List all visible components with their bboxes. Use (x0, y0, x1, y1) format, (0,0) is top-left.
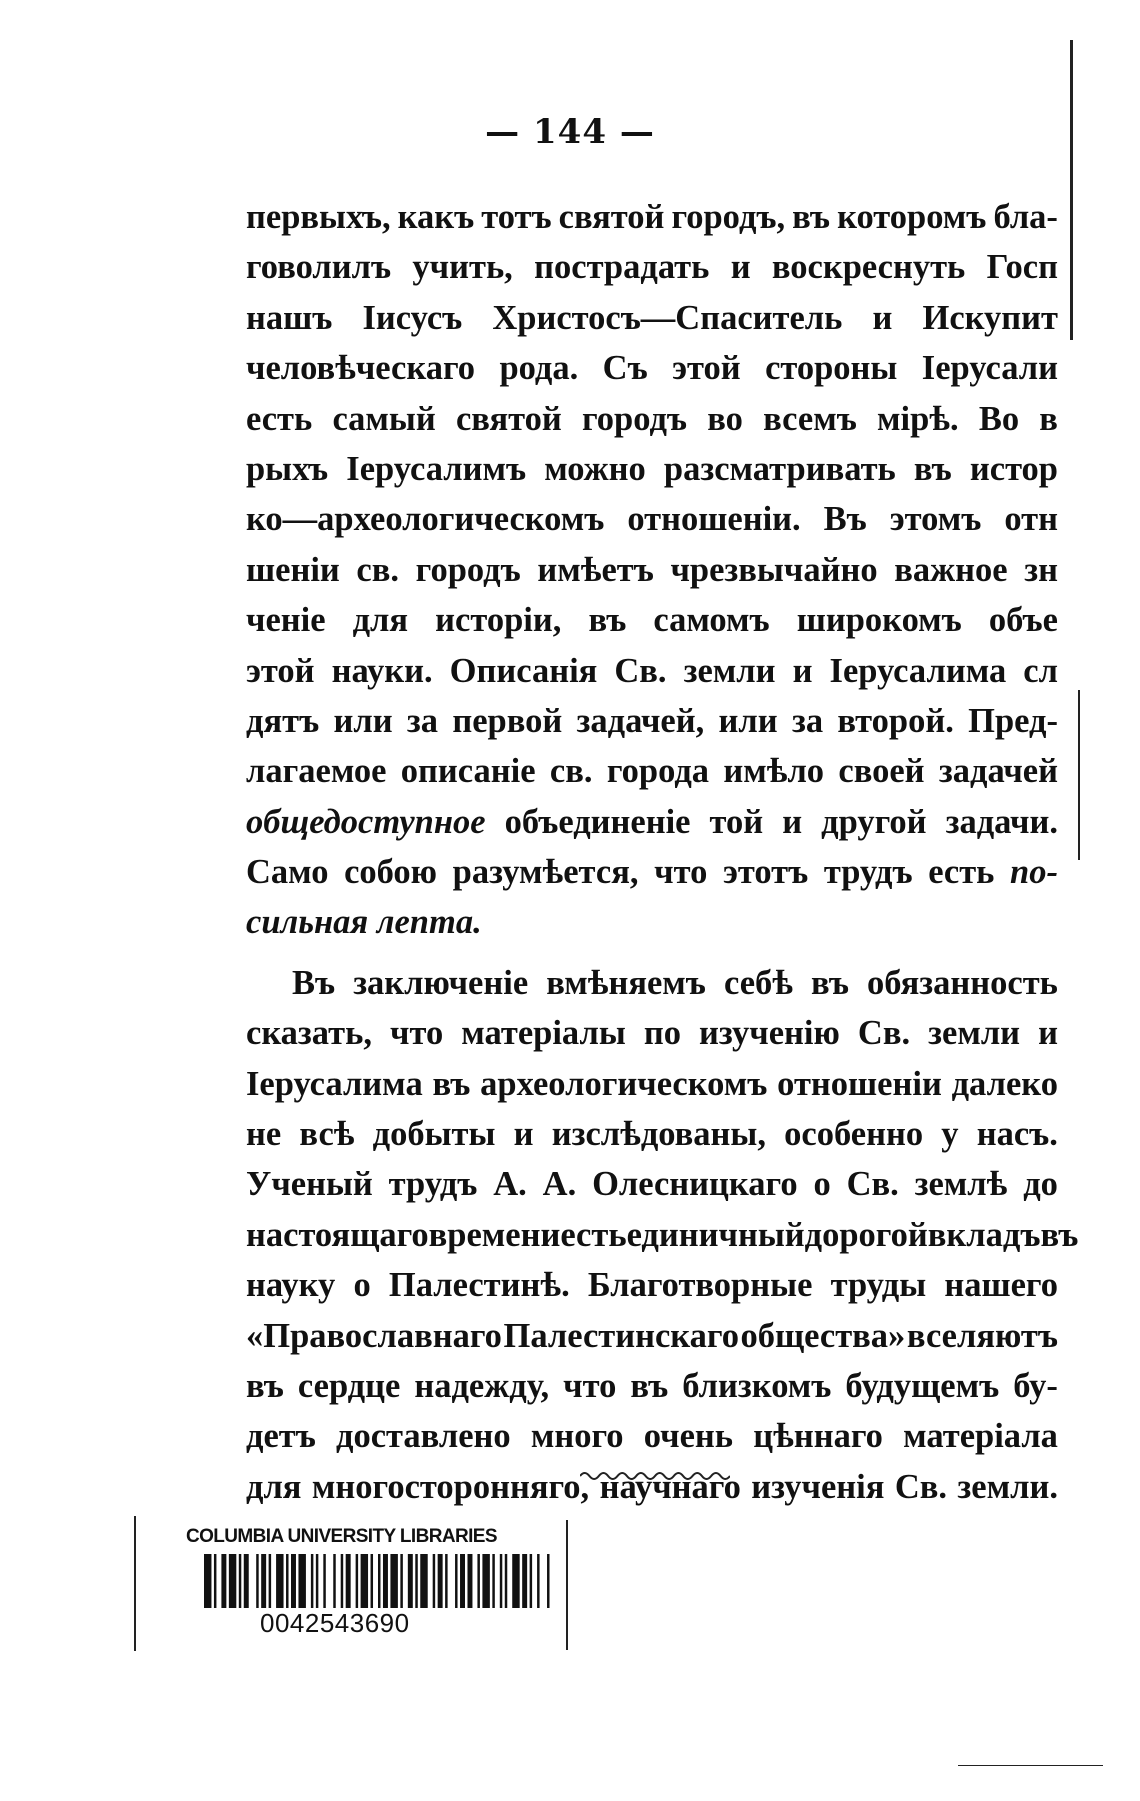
word: святой (558, 198, 665, 236)
word: этой (246, 651, 315, 690)
barcode-bar (400, 1554, 402, 1608)
text-line (246, 797, 1058, 847)
barcode-number: 0042543690 (260, 1608, 410, 1638)
word: далеко (951, 1064, 1058, 1103)
word: близкомъ (682, 1366, 832, 1405)
word: самый (332, 399, 436, 438)
barcode-bar (341, 1554, 343, 1608)
text-line (246, 394, 1058, 444)
word: вкладъ (927, 1215, 1041, 1254)
word: этомъ (889, 500, 982, 539)
word: задачи. (945, 802, 1058, 841)
word: сл (1023, 651, 1058, 690)
barcode-bar (537, 1554, 539, 1608)
text-line (246, 1361, 1058, 1411)
word: той (709, 802, 764, 841)
word: изученію (699, 1014, 840, 1053)
word: есть (928, 853, 995, 892)
word: въ (588, 601, 627, 640)
word: въ (811, 963, 849, 1002)
barcode-bar (298, 1554, 305, 1608)
word: человѣческаго (246, 349, 476, 388)
word: шеніи (246, 550, 340, 589)
word: землѣ (914, 1165, 1008, 1204)
word: объе (988, 601, 1058, 640)
word: зн (1024, 550, 1058, 589)
word: первыхъ, (246, 198, 391, 236)
word: города (606, 752, 710, 791)
word: городъ, (671, 198, 786, 236)
word: этотъ (722, 853, 809, 892)
text-line (246, 1008, 1058, 1058)
word: сильная лепта. (246, 903, 482, 942)
page-edge-right (1070, 40, 1073, 340)
word: Само (246, 853, 329, 892)
word: археологическомъ (480, 1064, 768, 1103)
word: многосторонняго, (311, 1467, 590, 1506)
barcode-bar (383, 1554, 388, 1608)
word: матеріалы (461, 1014, 626, 1053)
word: Искупит (922, 298, 1058, 337)
word: сказать, (246, 1014, 372, 1053)
word: во (707, 399, 743, 438)
text-line (246, 444, 1058, 494)
word: мірѣ. (877, 399, 959, 438)
word: что (654, 853, 708, 892)
word: времени (428, 1215, 561, 1254)
library-name: COLUMBIA UNIVERSITY LIBRARIES (186, 1526, 497, 1547)
barcode-bar (244, 1554, 249, 1608)
word: какъ (397, 198, 475, 236)
word: задачей (938, 752, 1058, 791)
word: для (246, 1467, 302, 1506)
word: Іисусъ (362, 298, 463, 337)
word: или (333, 701, 393, 740)
word: въ (792, 198, 831, 236)
text-line (246, 1210, 1079, 1260)
word: въ (913, 449, 952, 488)
text-line (246, 1411, 1058, 1461)
barcode-bar (467, 1554, 472, 1608)
word: широкомъ (796, 601, 962, 640)
barcode-bar (500, 1554, 502, 1608)
word: ко—археологическомъ (246, 500, 605, 539)
word: за (791, 701, 824, 740)
word: исторіи, (435, 601, 562, 640)
text-line (246, 696, 1058, 746)
word: Во (978, 399, 1020, 438)
word: изученія (751, 1467, 885, 1506)
barcode-bar (492, 1554, 494, 1608)
barcode-bar (291, 1554, 296, 1608)
word: или (718, 701, 778, 740)
word: Св. (857, 1014, 911, 1053)
end-ornament (580, 1466, 730, 1486)
word: научнаго (599, 1467, 741, 1506)
word: земли. (957, 1467, 1058, 1506)
word: А. (542, 1165, 577, 1204)
word: Въ (823, 500, 867, 539)
word: Христосъ—Спаситель (492, 298, 843, 337)
word: дятъ (246, 701, 320, 740)
text-line (246, 1059, 1058, 1109)
word: пострадать (534, 248, 710, 287)
word: святой (455, 399, 562, 438)
barcode-bar (239, 1554, 241, 1608)
barcode-bar (420, 1554, 427, 1608)
word: настоящаго (246, 1215, 429, 1254)
word: детъ (246, 1417, 316, 1456)
word: имѣетъ (537, 550, 654, 589)
text-line (246, 545, 1058, 595)
word: общедоступное (246, 802, 486, 841)
word: городъ (415, 550, 521, 589)
barcode-bar (333, 1554, 335, 1608)
bottom-edge (958, 1765, 1103, 1766)
text-line (246, 847, 1058, 897)
word: самомъ (653, 601, 770, 640)
word: по- (1010, 853, 1058, 892)
word: имѣло (723, 752, 825, 791)
word: цѣннаго (753, 1417, 883, 1456)
word: св. (356, 550, 399, 589)
word: Іерусалима (246, 1064, 423, 1103)
barcode-bar (547, 1554, 549, 1608)
barcode-bar (346, 1554, 351, 1608)
barcode-bar (408, 1554, 413, 1608)
word: задачей, (576, 701, 705, 740)
word: обязанность (867, 963, 1058, 1002)
text-line (246, 646, 1058, 696)
word: въ (246, 1366, 284, 1405)
text-line (246, 746, 1058, 796)
word: Іерусалима (829, 651, 1007, 690)
word: отношеніи. (627, 500, 801, 539)
word: которомъ (837, 198, 987, 236)
word: чрезвычайно (670, 550, 878, 589)
barcode-bar (522, 1554, 527, 1608)
word: собою (344, 853, 438, 892)
word: есть (246, 399, 313, 438)
text-line (246, 958, 1058, 1008)
word: отношеніи (777, 1064, 942, 1103)
word: о (813, 1165, 831, 1204)
word: и (1038, 1014, 1058, 1053)
library-barcode-label (132, 1526, 566, 1644)
word: единичный (626, 1215, 805, 1254)
word: важное (894, 550, 1008, 589)
word: городъ (581, 399, 688, 438)
barcode-bar (323, 1554, 325, 1608)
body-text (246, 192, 1079, 1512)
barcode-bar (256, 1554, 258, 1608)
barcode-bar (378, 1554, 380, 1608)
barcode-bar (276, 1554, 283, 1608)
word: Съ (602, 349, 648, 388)
word: стороны (765, 349, 898, 388)
word: св. (549, 752, 593, 791)
word: общества» (740, 1316, 906, 1355)
word: по (643, 1014, 681, 1053)
word: Благотворные (587, 1266, 813, 1305)
word: Палестинѣ. (388, 1266, 570, 1305)
barcode-bar (438, 1554, 443, 1608)
word: земли (683, 651, 776, 690)
word: и (513, 1115, 534, 1154)
barcode-bar (356, 1554, 358, 1608)
word: земли (928, 1014, 1021, 1053)
page-number: — 144 — (485, 112, 655, 152)
word: Палестинскаго (503, 1316, 739, 1355)
word: не (246, 1115, 282, 1154)
word: тотъ (481, 198, 552, 236)
word: науку (246, 1266, 336, 1305)
word: есть (560, 1215, 627, 1254)
barcode-bar (505, 1554, 507, 1608)
word: Госп (986, 248, 1058, 287)
word: для (352, 601, 409, 640)
text-line (246, 897, 1058, 947)
word: Пред- (968, 701, 1058, 740)
word: своей (838, 752, 925, 791)
word: и (782, 802, 803, 841)
word: рыхъ (246, 449, 329, 488)
word: всемъ (763, 399, 857, 438)
barcode-bar (460, 1554, 465, 1608)
text-line (246, 1109, 1058, 1159)
word: «Православнаго (246, 1316, 502, 1355)
word: нашего (944, 1266, 1058, 1305)
barcode-bar (269, 1554, 271, 1608)
word: разсматривать (663, 449, 896, 488)
word: будущемъ (845, 1366, 1000, 1405)
word: воскреснуть (771, 248, 966, 287)
word: что (563, 1366, 617, 1405)
barcode-bar (512, 1554, 519, 1608)
barcode-bar (390, 1554, 397, 1608)
barcode (204, 1554, 552, 1608)
word: и (730, 248, 751, 287)
barcode-bar (371, 1554, 373, 1608)
word: себѣ (723, 963, 793, 1002)
word: Описанія (449, 651, 598, 690)
word: лагаемое (246, 752, 387, 791)
word: сердце (297, 1366, 401, 1405)
word: Іерусали (921, 349, 1058, 388)
word: вселяютъ (906, 1316, 1058, 1355)
text-line (246, 242, 1058, 292)
barcode-bar (261, 1554, 266, 1608)
word: въ (1040, 1215, 1079, 1254)
word: Ученый (246, 1165, 373, 1204)
word: первой (452, 701, 563, 740)
text-line (246, 343, 1058, 393)
barcode-bar (445, 1554, 447, 1608)
word: что (390, 1014, 444, 1053)
page-edge-right-lower (1078, 690, 1080, 860)
barcode-bar (361, 1554, 368, 1608)
text-line (246, 1159, 1058, 1209)
word: в (1039, 399, 1058, 438)
word: этой (672, 349, 741, 388)
word: въ (630, 1366, 669, 1405)
word: до (1023, 1165, 1058, 1204)
word: ченіе (246, 601, 326, 640)
word: Іерусалимъ (346, 449, 527, 488)
text-line (246, 1260, 1058, 1310)
stamp-edge-left (134, 1516, 136, 1651)
word: очень (643, 1417, 734, 1456)
text-line (246, 192, 1058, 242)
word: учить, (412, 248, 513, 287)
word: о (353, 1266, 371, 1305)
word: описаніе (400, 752, 536, 791)
word: всѣ (299, 1115, 355, 1154)
word: особенно (784, 1115, 924, 1154)
barcode-bar (311, 1554, 313, 1608)
word: доставлено (336, 1417, 511, 1456)
word: и (872, 298, 893, 337)
word: у (941, 1115, 959, 1154)
word: второй. (837, 701, 954, 740)
barcode-bar (530, 1554, 532, 1608)
word: вмѣняемъ (546, 963, 706, 1002)
word: другой (821, 802, 927, 841)
barcode-bar (415, 1554, 417, 1608)
barcode-bar (477, 1554, 479, 1608)
word: насъ. (976, 1115, 1058, 1154)
barcode-bar (229, 1554, 236, 1608)
word: заключеніе (353, 963, 529, 1002)
word: отн (1004, 500, 1058, 539)
barcode-bar (221, 1554, 226, 1608)
word: трудъ (388, 1165, 478, 1204)
word: за (406, 701, 439, 740)
word: надежду, (414, 1366, 550, 1405)
word: можно (544, 449, 646, 488)
text-line (246, 1311, 1058, 1361)
word: бла- (993, 198, 1058, 236)
barcode-bar (433, 1554, 435, 1608)
word: дорогой (804, 1215, 928, 1254)
barcode-bar (214, 1554, 216, 1608)
word: разумѣется, (452, 853, 639, 892)
barcode-bar (316, 1554, 318, 1608)
word: нашъ (246, 298, 333, 337)
word: А. (493, 1165, 527, 1204)
barcode-bar (482, 1554, 489, 1608)
word: труды (830, 1266, 927, 1305)
text-line (246, 595, 1058, 645)
word: истор (969, 449, 1058, 488)
word: рода. (499, 349, 579, 388)
stamp-edge-right (566, 1520, 568, 1650)
word: Въ (292, 963, 336, 1002)
word: Св. (846, 1165, 899, 1204)
word: трудъ (823, 853, 913, 892)
word: говолилъ (246, 248, 392, 287)
word: и (792, 651, 813, 690)
word: добыты (372, 1115, 496, 1154)
text-line (246, 293, 1058, 343)
word: объединеніе (504, 802, 691, 841)
barcode-bar (455, 1554, 457, 1608)
word: матеріала (903, 1417, 1058, 1456)
barcode-bar (204, 1554, 211, 1608)
barcode-bar (286, 1554, 288, 1608)
word: изслѣдованы, (551, 1115, 766, 1154)
word: науки. (331, 651, 433, 690)
word: бу- (1013, 1366, 1058, 1405)
word: въ (432, 1064, 471, 1103)
text-line (246, 494, 1058, 544)
word: много (530, 1417, 624, 1456)
word: Олесницкаго (592, 1165, 798, 1204)
word: Св. (614, 651, 667, 690)
word: Св. (894, 1467, 948, 1506)
